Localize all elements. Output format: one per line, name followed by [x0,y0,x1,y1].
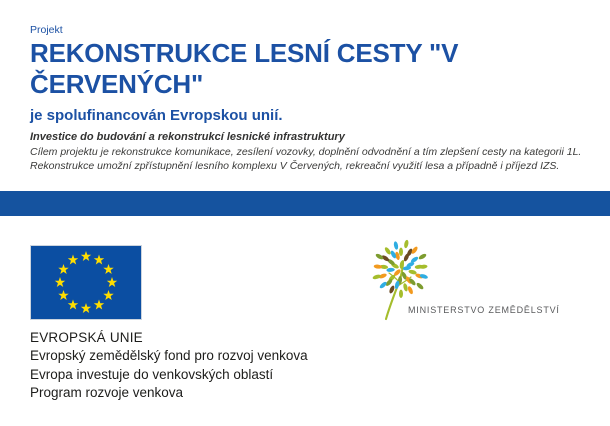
project-title [30,38,458,100]
ministry-label: MINISTERSTVO ZEMĚDĚLSTVÍ [408,305,560,315]
project-description-line2: Rekonstrukce umožní zpřístupnění lesního komplexu V Červených, rekreační využití lesa a případně i příjezd IZS. [30,160,560,172]
cofinancing-subtitle: je spolufinancován Evropskou unií. [30,107,283,124]
project-title-line2: ČERVENÝCH" [30,69,204,99]
eu-funding-line2: Evropský zemědělský fond pro rozvoj venkova [30,348,308,364]
eu-stars-icon [31,246,141,319]
eu-funding-text [30,329,308,402]
project-title-line1: REKONSTRUKCE LESNÍ CESTY "V [30,38,459,68]
project-eyebrow: Projekt [30,24,63,36]
divider-bar [0,191,610,216]
eu-flag-icon [31,246,141,319]
eu-funding-line3: Evropa investuje do venkovských oblastí [30,366,274,382]
investment-highlight: Investice do budování a rekonstrukcí lesnické infrastruktury [30,131,345,143]
project-description [30,145,581,173]
project-description-line1: Cílem projektu je rekonstrukce komunikace, zesílení vozovky, doplnění odvodnění a tím zlepšení cesty na kategorii 1L. [30,146,582,158]
eu-funding-line4: Program rozvoje venkova [30,384,184,400]
eu-funding-line1: EVROPSKÁ UNIE [30,330,143,345]
